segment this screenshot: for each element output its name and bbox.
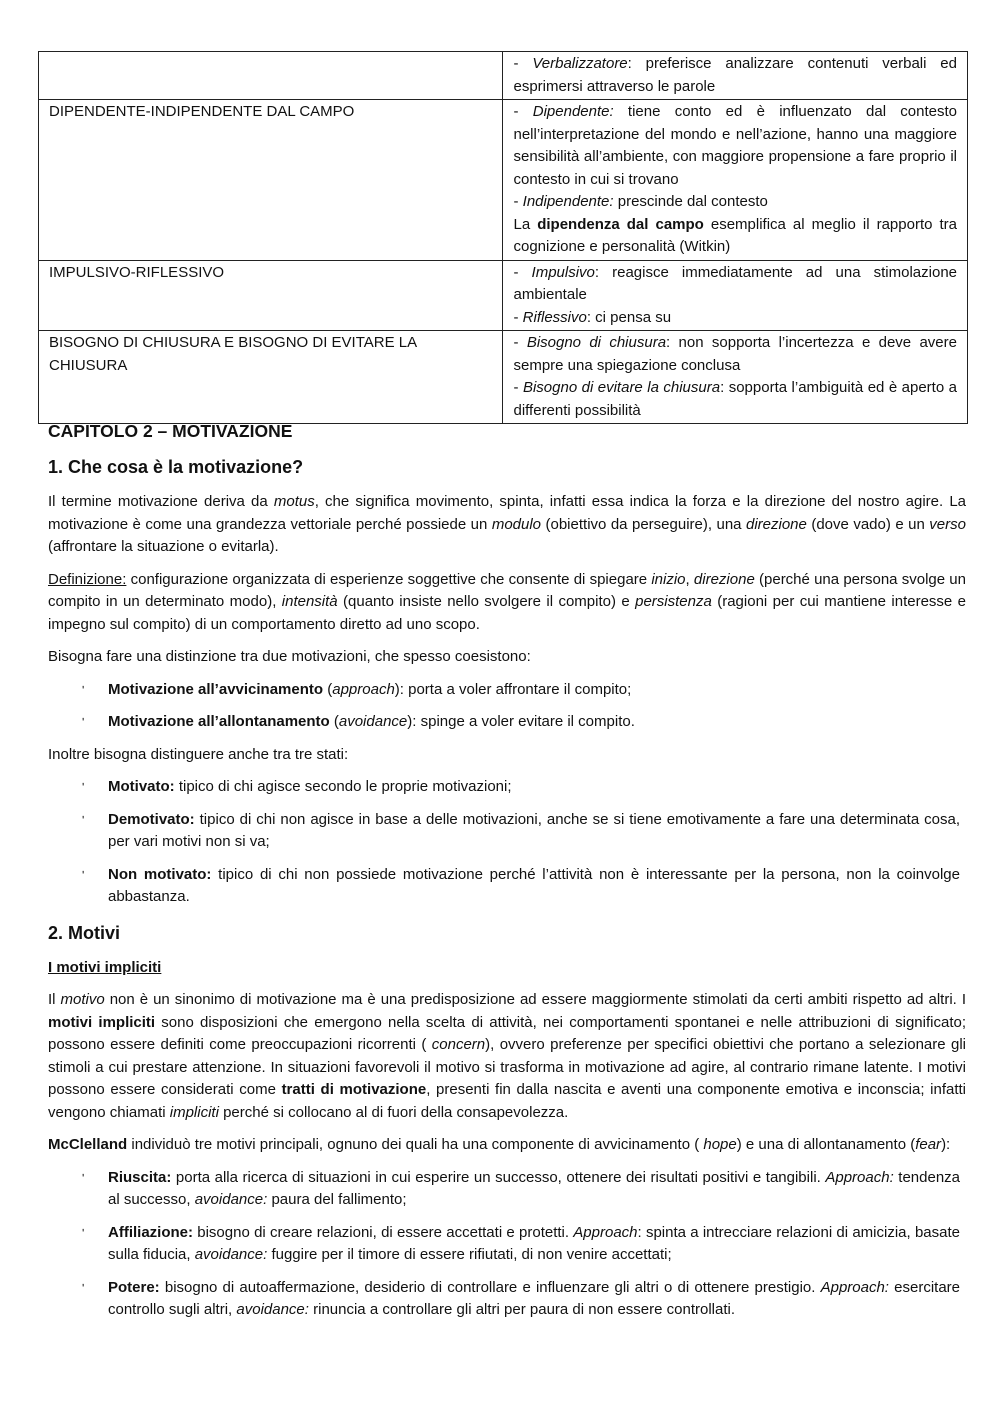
paragraph xyxy=(48,989,966,1124)
cognitive-styles-table xyxy=(38,51,968,424)
section-title: 1. Che cosa è la motivazione? xyxy=(48,457,304,477)
text-run: avoidance xyxy=(338,713,408,730)
text-run: Riuscita: xyxy=(108,1168,172,1186)
text-run: Bisogno di evitare la chiusura xyxy=(522,379,721,396)
text-run: - xyxy=(513,103,533,120)
paragraph xyxy=(48,491,966,559)
list-item xyxy=(48,864,966,909)
bullet-list xyxy=(48,679,966,734)
text-run: - xyxy=(513,193,523,210)
bullet-icon: ʹ xyxy=(82,812,85,827)
cell-line xyxy=(513,307,957,330)
text-run: esercitare controllo sugli altri, xyxy=(108,1278,961,1318)
bullet-icon: ʹ xyxy=(82,1170,85,1185)
list-item xyxy=(48,1277,966,1322)
bullet-icon: ʹ xyxy=(82,780,85,794)
text-run: , presenti fin dalla nascita e aventi una componente emotiva e inconscia; infatti vengono chiamati xyxy=(48,1081,966,1121)
text-run: verso xyxy=(929,515,966,533)
text-run: paura del fallimento; xyxy=(267,1191,407,1208)
text-run: Bisogno di chiusura xyxy=(526,334,667,351)
list-item xyxy=(48,711,966,734)
text-run: Impulsivo xyxy=(531,263,595,281)
text-run: inizio xyxy=(651,570,686,588)
text-run: Dipendente: xyxy=(532,103,614,120)
list-item xyxy=(48,679,966,702)
table-row xyxy=(39,331,968,424)
text-run: hope xyxy=(703,1136,737,1153)
text-run: : reagisce immediatamente ad una stimolazione ambientale xyxy=(513,263,957,303)
text-run: Approach xyxy=(573,1223,638,1241)
text-run: avoidance: xyxy=(194,1191,268,1208)
list-item xyxy=(48,809,966,854)
text-run: ): porta a voler affrontare il compito; xyxy=(394,680,632,698)
cell-line xyxy=(513,214,957,259)
subsection-title: I motivi impliciti xyxy=(48,958,162,976)
text-run: sono disposizioni che emergono nella scelta di attività, nei comportamenti spontanei e nelle attribuzioni di significato; possono essere definiti come preoccupazioni ricorrenti ( xyxy=(48,1013,966,1053)
text-run: avoidance: xyxy=(236,1301,309,1318)
text-run: Il termine motivazione deriva da xyxy=(48,493,274,510)
text-run: bisogno di creare relazioni, di essere accettati e protetti. xyxy=(193,1223,574,1241)
cell-line xyxy=(513,191,957,214)
text-run: Inoltre bisogna distinguere anche tra tre stati: xyxy=(48,745,349,763)
text-run: ( xyxy=(329,713,339,730)
chapter-title: CAPITOLO 2 – MOTIVAZIONE xyxy=(48,421,293,441)
paragraph xyxy=(48,646,966,669)
bullet-list xyxy=(48,1167,966,1322)
text-run: Bisogna fare una distinzione tra due motivazioni, che spesso coesistono: xyxy=(48,648,531,665)
text-run: tipico di chi non possiede motivazione perché l’attività non è interessante per la persona, non la coinvolge abbastanza. xyxy=(108,865,960,905)
paragraph xyxy=(48,1134,966,1157)
text-run: - xyxy=(513,334,527,351)
style-name-cell: BISOGNO DI CHIUSURA E BISOGNO DI EVITARE LA CHIUSURA xyxy=(39,331,503,424)
text-run: Verbalizzatore xyxy=(532,55,628,72)
text-run: modulo xyxy=(491,515,542,533)
text-run: direzione xyxy=(746,515,807,533)
text-run: fuggire per il timore di essere rifiutati, di non venire accettati; xyxy=(267,1246,672,1263)
text-run: - xyxy=(513,308,523,326)
text-run: - xyxy=(513,55,533,72)
style-description-cell xyxy=(503,331,968,424)
text-run: persistenza xyxy=(635,593,712,610)
text-run: dipendenza dal campo xyxy=(537,215,704,233)
text-run: bisogno di autoaffermazione, desiderio di controllare e influenzare gli altri o di ottenere prestigio. xyxy=(159,1278,821,1296)
text-run: Approach: xyxy=(820,1278,889,1296)
text-run: impliciti xyxy=(169,1103,219,1121)
text-run: Non motivato: xyxy=(108,865,212,883)
text-run: : sopporta l’ambiguità ed è aperto a differenti possibilità xyxy=(513,379,957,419)
text-run: fear xyxy=(915,1136,942,1153)
text-run: tendenza al successo, xyxy=(108,1168,961,1208)
text-run: perché si collocano al di fuori della consapevolezza. xyxy=(218,1103,569,1121)
bullet-icon: ʹ xyxy=(82,867,85,882)
cell-line xyxy=(513,53,957,98)
text-run: Potere: xyxy=(108,1278,160,1296)
text-run: : ci pensa su xyxy=(586,308,672,326)
text-run: Riflessivo xyxy=(522,308,587,326)
paragraph xyxy=(48,569,966,637)
text-run: ): xyxy=(941,1136,951,1153)
text-run: motivo xyxy=(60,991,105,1008)
style-name-cell: DIPENDENTE-INDIPENDENTE DAL CAMPO xyxy=(39,100,503,261)
text-run: Motivazione all’allontanamento xyxy=(108,713,330,730)
text-run: , xyxy=(685,570,694,588)
table-row xyxy=(39,260,968,331)
cell-line xyxy=(513,262,957,307)
text-run: (quanto insiste nello svolgere il compito) e xyxy=(337,593,636,610)
style-name-cell xyxy=(39,52,503,100)
text-run: non è un sinonimo di motivazione ma è una predisposizione ad essere maggiormente stimolati da certi ambiti rispetto ad altri. I xyxy=(104,991,967,1008)
text-run: (obiettivo da perseguire), una xyxy=(541,515,746,533)
section-title: 2. Motivi xyxy=(48,922,121,943)
text-run: Definizione: xyxy=(48,570,127,588)
table-row xyxy=(39,100,968,261)
text-run: direzione xyxy=(693,570,755,588)
text-run: ) e una di allontanamento ( xyxy=(736,1136,916,1153)
text-run: tratti di motivazione xyxy=(281,1081,427,1098)
text-run: ): spinge a voler evitare il compito. xyxy=(407,713,635,730)
text-run: tipico di chi non agisce in base a delle motivazioni, anche se si tiene emotivamente a fare una determinata cosa, per vari motivi non si va; xyxy=(108,810,960,850)
cell-line xyxy=(513,377,957,422)
text-run: , che significa movimento, spinta, infatti essa indica la forza e la direzione del nostro agire. La motivazione è come una grandezza vettoriale perché possiede un xyxy=(48,493,967,533)
text-run: - xyxy=(513,379,523,396)
paragraph xyxy=(48,744,966,767)
text-run: (affrontare la situazione o evitarla). xyxy=(48,538,279,555)
text-run: approach xyxy=(332,680,395,698)
text-run: tipico di chi agisce secondo le proprie motivazioni; xyxy=(174,778,512,795)
cell-line xyxy=(513,332,957,377)
cell-line xyxy=(513,101,957,191)
text-run: Approach: xyxy=(825,1168,894,1186)
style-description-cell xyxy=(503,52,968,100)
bullet-icon: ʹ xyxy=(82,682,85,697)
text-run: porta alla ricerca di situazioni in cui esperire un successo, ottenere dei risultati positivi e tangibili. xyxy=(171,1168,826,1186)
text-run: ), ovvero preferenze per specifici obiettivi che portano a selezionare gli stimoli a cui prestare attenzione. In situazioni favorevoli il motivo si trasforma in motivazione ad agire, al contrario rimane latente. I motivi possono essere considerati come xyxy=(48,1036,966,1098)
text-run: esemplifica al meglio il rapporto tra cognizione e personalità (Witkin) xyxy=(513,215,957,255)
text-run: tiene conto ed è influenzato dal contesto nell’interpretazione del mondo e nell’azione, hanno una maggiore sensibilità all’ambiente, con maggiore propensione a fare proprio il contesto in cui si trovano xyxy=(513,103,957,188)
text-run: prescinde dal contesto xyxy=(613,193,768,210)
text-run: motus xyxy=(273,493,315,510)
text-run: (dove vado) e un xyxy=(806,515,930,533)
bullet-icon: ʹ xyxy=(82,715,85,729)
text-run: Motivato: xyxy=(108,778,175,795)
text-run: (perché una persona svolge un compito in un determinato modo), xyxy=(48,570,966,610)
text-run: - xyxy=(513,263,532,281)
bullet-list xyxy=(48,776,966,909)
bullet-icon: ʹ xyxy=(82,1225,85,1240)
text-run: : non sopporta l’incertezza e deve avere sempre una spiegazione conclusa xyxy=(513,334,957,374)
text-run: Il xyxy=(48,991,61,1008)
text-run: Affiliazione: xyxy=(108,1223,193,1241)
text-run: concern xyxy=(431,1036,486,1053)
text-run: Demotivato: xyxy=(108,810,195,828)
text-run: rinuncia a controllare gli altri per paura di non essere controllati. xyxy=(308,1301,736,1318)
list-item xyxy=(48,1167,966,1212)
text-run: : preferisce analizzare contenuti verbali ed esprimersi attraverso le parole xyxy=(513,55,957,95)
text-run: avoidance: xyxy=(194,1246,268,1263)
text-run: motivi impliciti xyxy=(48,1013,156,1031)
list-item xyxy=(48,776,966,799)
style-description-cell xyxy=(503,260,968,331)
list-item xyxy=(48,1222,966,1267)
text-run: Indipendente: xyxy=(522,193,614,210)
table-row xyxy=(39,52,968,100)
text-run: Motivazione all’avvicinamento xyxy=(108,680,324,698)
style-description-cell xyxy=(503,100,968,261)
text-run: ( xyxy=(323,680,333,698)
bullet-icon: ʹ xyxy=(82,1280,85,1295)
text-run: (ragioni per cui mantiene interesse e impegno sul compito) di un comportamento diretto ad uno scopo. xyxy=(48,593,966,633)
text-run: intensità xyxy=(281,593,338,610)
style-name-cell: IMPULSIVO-RIFLESSIVO xyxy=(39,260,503,331)
main-content xyxy=(48,418,966,1332)
text-run: : spinta a intrecciare relazioni di amicizia, basate sulla fiducia, xyxy=(108,1223,960,1263)
text-run: La xyxy=(513,215,538,233)
text-run: configurazione organizzata di esperienze soggettive che consente di spiegare xyxy=(126,570,652,588)
text-run: McClelland xyxy=(48,1136,128,1153)
text-run: individuò tre motivi principali, ognuno dei quali ha una componente di avvicinamento ( xyxy=(127,1136,704,1153)
